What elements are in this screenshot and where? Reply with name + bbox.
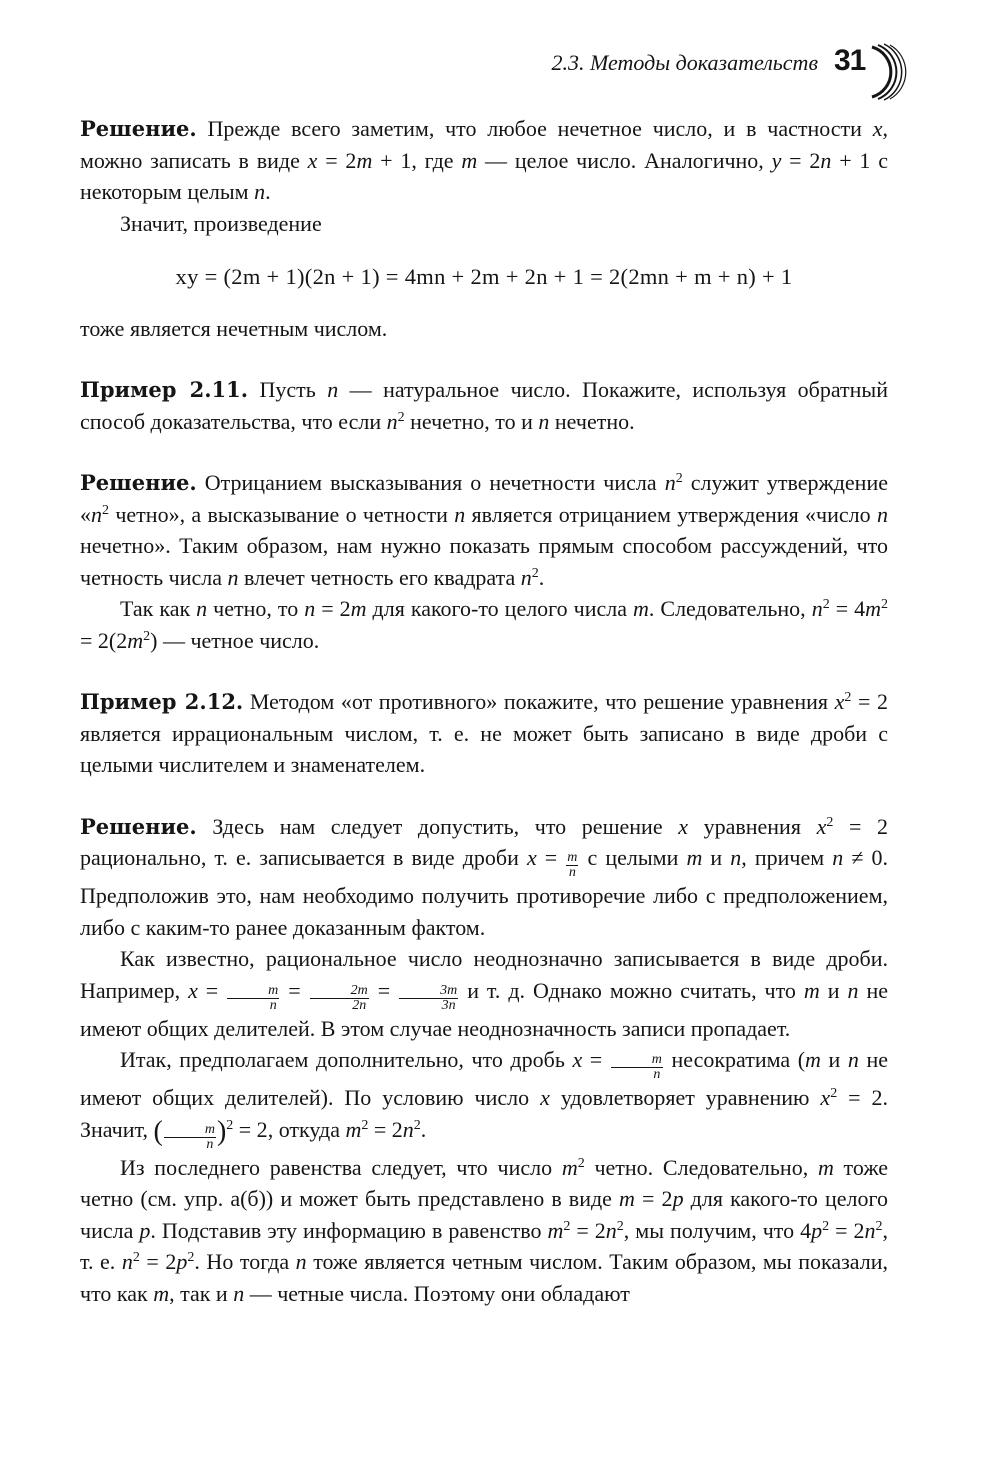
solution-label: Решение. [80,470,197,495]
solution-1-paragraph: Решение. Прежде всего заметим, что любое нечетное число, и в частности x, можно записать в виде x = 2m + 1, где m — целое число. Аналогично, y = 2n + 1 с некоторым целым n. [80,116,888,204]
solution-3-paragraph-3: Итак, предполагаем дополнительно, что дробь x = $\frac{m}{n}$ несократима (m и n не имеют общих делителей). По условию число x удовлетворяет уравнению $x^2 = 2$. Значит, ( $\frac{m}{n}$ )$^2$ = 2, откуда $m^2 = 2n^2$. [80,1047,889,1152]
solution-1-paragraph-2: Значит, произведение [120,210,322,236]
solution-2-paragraph: Решение. Отрицанием высказывания о нечетности числа $n^2$ служит утверждение «$n^2$ четно», а высказывание о четности n является отрицанием утверждения «число n нечетно». Таким образом, нам нужно показать прямым способом рассуждений, что четность числа n влечет четность его квадрата $n^2$. [80,470,888,590]
page-number-badge [820,42,940,102]
solution-2-paragraph-2: Так как n четно, то n = 2m для какого-то целого числа m. Следовательно, $n^2 = 4m^2 = 2(2m^2)$ — четное число. [80,596,889,653]
solution-label: Решение. [80,813,197,839]
example-2-11: Пример 2.11. Пусть n — натуральное число. Покажите, используя обратный способ доказательства, что если $n^2$ нечетно, то и n нечетно. [80,377,888,434]
running-title: 2.3. Методы доказательств [551,50,818,75]
page-number: 31 [834,44,866,77]
example-label: Пример 2.12. [80,689,244,714]
page-header [470,42,940,102]
page-content [80,113,888,1309]
solution-3-paragraph-4: Из последнего равенства следует, что число $m^2$ четно. Следовательно, m тоже четно (см. упр. а(б)) и может быть представлено в виде m = 2p для какого-то целого числа p. Подставив эту информацию в равенство $m^2 = 2n^2$, мы получим, что $4p^2 = 2n^2$, т. е. $n^2 = 2p^2$. Но тогда n тоже является четным числом. Таким образом, мы показали, что как m, так и n — четные числа. Поэтому они обладают [80,1154,889,1306]
product-equation: xy = (2m + 1)(2n + 1) = 4mn + 2m + 2n + 1 = 2(2mn + m + n) + 1 [175,264,793,289]
example-2-12: Пример 2.12. Методом «от противного» покажите, что решение уравнения $x^2 = 2$ является иррациональным числом, т. е. не может быть записано в виде дроби с целыми числителем и знаменателем. [80,689,888,777]
solution-label: Решение. [80,116,197,141]
solution-1-conclusion: тоже является нечетным числом. [80,315,388,341]
solution-3-paragraph: Решение. Здесь нам следует допустить, что решение x уравнения $x^2 = 2$ рационально, т. е. записывается в виде дроби x = $\frac{m}{n}$ с целыми m и n, причем n ≠ 0. Предположив это, нам необходимо получить противоречие либо с предположением, либо с каким-то ранее доказанным фактом. [80,813,888,940]
example-label: Пример 2.11. [80,377,249,402]
solution-3-paragraph-2: Как известно, рациональное число неоднозначно записывается в виде дроби. Например, x = $\frac{m}{n}$ = $\frac{2m}{2n}$ = $\frac{3m}{3n}$ и т. д. Однако можно считать, что m и n не имеют общих делителей. В этом случае неоднозначность записи пропадает. [80,946,888,1041]
